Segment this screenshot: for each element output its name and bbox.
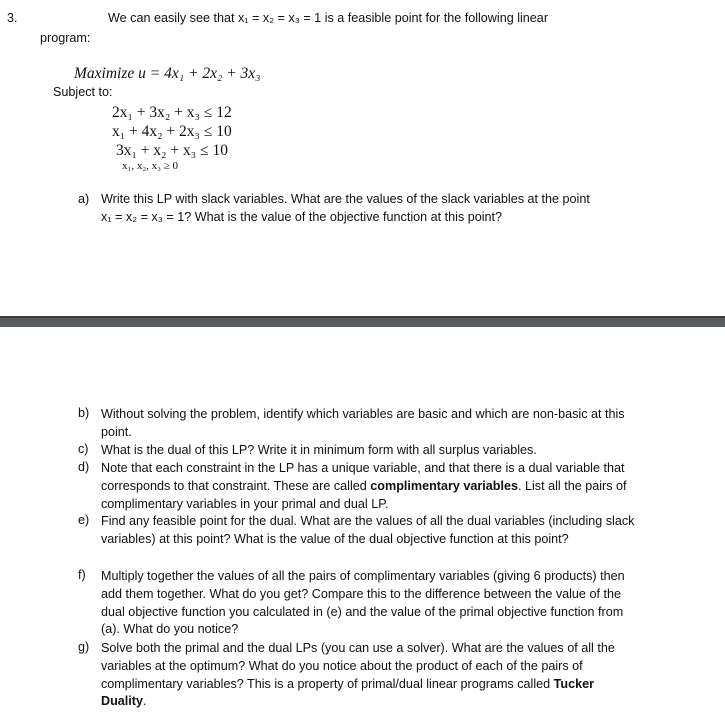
part-e-text: Find any feasible point for the dual. What are the values of all the dual variables (including slack variables) at this point? What is the value of the dual objective function at this point? bbox=[101, 514, 635, 546]
part-b-label: b) bbox=[78, 406, 90, 420]
part-c-label: c) bbox=[78, 442, 89, 456]
intro-line-1: We can easily see that x₁ = x₂ = x₃ = 1 is a feasible point for the following linear bbox=[108, 11, 549, 25]
part-g-text-start: Solve both the primal and the dual LPs (you can use a solver). What are the values of all the variables at the optimum? What do you notice about the product of each of the pairs of complimentary variables? This is a property of primal/dual linear programs called bbox=[101, 641, 615, 691]
part-e-label: e) bbox=[78, 513, 90, 527]
part-g-bold-term: Tucker Duality bbox=[101, 676, 595, 709]
part-b-text: Without solving the problem, identify which variables are basic and which are non-basic at this point. bbox=[101, 407, 625, 439]
part-d-text-end: . List all the pairs of complimentary variables in your primal and dual LP. bbox=[101, 478, 627, 511]
part-f-label: f) bbox=[78, 568, 86, 582]
constraint-1: 2x₁ + 3x₂ + x₃ ≤ 12 bbox=[112, 104, 232, 121]
constraint-3: 3x₁ + x₂ + x₃ ≤ 10 bbox=[116, 142, 228, 159]
part-a-line-1: Write this LP with slack variables. What are the values of the slack variables at the point bbox=[101, 192, 590, 206]
subject-to-label: Subject to: bbox=[53, 85, 113, 99]
constraint-2: x₁ + 4x₂ + 2x₃ ≤ 10 bbox=[112, 123, 232, 140]
part-a-line-2: x₁ = x₂ = x₃ = 1? What is the value of the objective function at this point? bbox=[101, 210, 503, 224]
objective-function: Maximize u = 4x₁ + 2x₂ + 3x₃ bbox=[74, 65, 261, 82]
part-d-text-start: Note that each constraint in the LP has a unique variable, and that there is a dual variable that corresponds to that constraint. These are called bbox=[101, 461, 625, 493]
problem-number: 3. bbox=[7, 11, 18, 25]
page-divider bbox=[0, 316, 725, 327]
part-a-label: a) bbox=[78, 192, 90, 206]
part-d-text bbox=[101, 460, 638, 513]
nonnegativity-constraint: x₁, x₂, x₃ ≥ 0 bbox=[122, 160, 179, 172]
part-d-bold-term: complimentary variables bbox=[370, 478, 518, 493]
part-f-text: Multiply together the values of all the pairs of complimentary variables (giving 6 products) then add them together. What do you get? Compare this to the difference between the value of the dual objective function you calculated in (e) and the value of the primal objective function from (a). What do you notice? bbox=[101, 569, 625, 637]
part-c-text: What is the dual of this LP? Write it in minimum form with all surplus variables. bbox=[101, 443, 537, 457]
intro-line-2: program: bbox=[40, 31, 91, 45]
part-g-text-end: . bbox=[143, 694, 147, 709]
part-g-label: g) bbox=[78, 640, 90, 654]
part-g-text bbox=[101, 640, 638, 711]
part-d-label: d) bbox=[78, 460, 90, 474]
